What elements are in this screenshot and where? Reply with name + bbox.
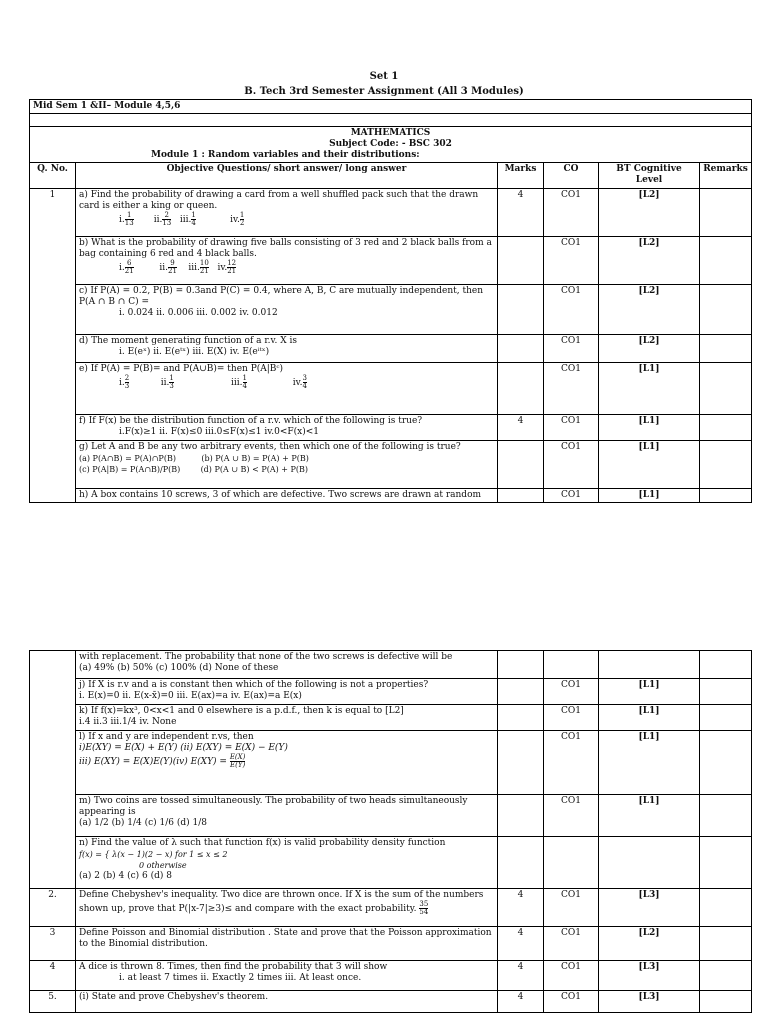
q1f-text: f) If F(x) be the distribution function of a r.v. which of the following is true? bbox=[79, 416, 423, 426]
q1k-bt: [L1] bbox=[599, 705, 700, 731]
q2-cell: Define Chebyshev's inequality. Two dice are thrown once. If X is the sum of the numbers shown up, prove that P(|x-7|≥3)≤ and compare with the exact probability. $\frac{35}{54}$ bbox=[76, 889, 498, 927]
module-title: Module 1 : Random variables and their distributions: bbox=[151, 150, 420, 160]
q1k-cell bbox=[76, 705, 498, 731]
q1l-text: l) If x and y are independent r.vs, then bbox=[79, 732, 254, 742]
q5-marks: 4 bbox=[498, 991, 544, 1013]
q1f-cell bbox=[76, 415, 498, 441]
q4-marks: 4 bbox=[498, 961, 544, 991]
q5-co: CO1 bbox=[544, 991, 599, 1013]
q2-bt: [L3] bbox=[599, 889, 700, 927]
q1d-cell bbox=[76, 335, 498, 363]
q1j-cell bbox=[76, 679, 498, 705]
col-qno: Q. No. bbox=[30, 163, 76, 189]
q1n-options: (a) 2 (b) 4 (c) 6 (d) 8 bbox=[79, 871, 172, 881]
q1g-bt: [L1] bbox=[599, 441, 700, 489]
q1h-cont-text: with replacement. The probability that none of the two screws is defective will be bbox=[79, 652, 453, 662]
q2-co: CO1 bbox=[544, 889, 599, 927]
q1d-co: CO1 bbox=[544, 335, 599, 363]
q3-co: CO1 bbox=[544, 927, 599, 961]
q1-number: 1 bbox=[30, 189, 76, 503]
q1b-text: b) What is the probability of drawing five balls consisting of 3 red and 2 black balls from a bag containing 6 red and 4 black balls. bbox=[79, 238, 492, 259]
q1n-function: f(x) = { λ(x − 1)(2 − x) for 1 ≤ x ≤ 2 bbox=[79, 850, 228, 859]
q1g-cell bbox=[76, 441, 498, 489]
q1l-line2: iii) E(XY) = E(X)E(Y)(iv) E(XY) = bbox=[79, 757, 227, 767]
q1e-cell bbox=[76, 363, 498, 415]
q3-text: Define Poisson and Binomial distribution . State and prove that the Poisson approximation to the Binomial distribution. bbox=[76, 927, 498, 961]
q1e-options: i. $\frac{2}{3}$ ii. $\frac{1}{3}$ iii. $\frac{1}{4}$ iv. $\frac{3}{4}$ bbox=[119, 374, 307, 390]
q2-number: 2. bbox=[30, 889, 76, 927]
q1k-text: k) If f(x)=kx³, 0<x<1 and 0 elsewhere is a p.d.f., then k is equal to [L2] bbox=[79, 706, 404, 716]
q1l-bt: [L1] bbox=[599, 731, 700, 795]
assignment-table-page1 bbox=[29, 99, 752, 503]
q4-options: i. at least 7 times ii. Exactly 2 times iii. At least once. bbox=[119, 973, 362, 983]
q4-cell bbox=[76, 961, 498, 991]
set-label: Set 1 bbox=[369, 71, 399, 82]
q1h-text: h) A box contains 10 screws, 3 of which are defective. Two screws are drawn at random bbox=[76, 489, 498, 503]
mid-sem-label: Mid Sem 1 &II– Module 4,5,6 bbox=[30, 100, 752, 114]
col-co: CO bbox=[544, 163, 599, 189]
q1j-co: CO1 bbox=[544, 679, 599, 705]
q1b-cell bbox=[76, 237, 498, 285]
subject-code: Subject Code: - BSC 302 bbox=[329, 139, 452, 149]
q5-bt: [L3] bbox=[599, 991, 700, 1013]
q1f-marks: 4 bbox=[498, 415, 544, 441]
q1g-opt-c: (c) P(A|B) = P(A∩B)/P(B) bbox=[79, 465, 181, 474]
q3-number: 3 bbox=[30, 927, 76, 961]
q1a-text: a) Find the probability of drawing a card from a well shuffled pack such that the drawn card is either a king or queen. bbox=[79, 190, 479, 211]
q1n-cell bbox=[76, 837, 498, 889]
q1l-cell: l) If x and y are independent r.vs, then i)E(XY) = E(X) + E(Y) (ii) E(XY) = E(X) − E(Y) iii) E(XY) = E(X)E(Y)(iv) E(XY) = $\frac{E(X)}{E(Y)}$ bbox=[76, 731, 498, 795]
col-marks: Marks bbox=[498, 163, 544, 189]
q1h-co: CO1 bbox=[544, 489, 599, 503]
q1e-text: e) If P(A) = P(B)= and P(A∪B)= then P(A|Bᶜ) bbox=[79, 364, 284, 374]
q1h-continued bbox=[76, 651, 498, 679]
q1j-text: j) If X is r.v and a is constant then which of the following is not a properties? bbox=[79, 680, 429, 690]
col-remarks: Remarks bbox=[700, 163, 752, 189]
q1d-bt: [L2] bbox=[599, 335, 700, 363]
q1e-bt: [L1] bbox=[599, 363, 700, 415]
col-bt: BT Cognitive Level bbox=[599, 163, 700, 189]
q1a-co: CO1 bbox=[544, 189, 599, 237]
q4-co: CO1 bbox=[544, 961, 599, 991]
q1e-co: CO1 bbox=[544, 363, 599, 415]
q1d-options: i. E(eˣ) ii. E(eᵗˣ) iii. E(X) iv. E(eⁱᵗˣ) bbox=[119, 347, 270, 357]
subject-name: MATHEMATICS bbox=[350, 128, 431, 138]
q5-number: 5. bbox=[30, 991, 76, 1013]
q1b-bt: [L2] bbox=[599, 237, 700, 285]
q1a-cell bbox=[76, 189, 498, 237]
q1n-text: n) Find the value of λ such that function f(x) is valid probability density function bbox=[79, 838, 446, 848]
q3-marks: 4 bbox=[498, 927, 544, 961]
q4-text: A dice is thrown 8. Times, then find the probability that 3 will show bbox=[79, 962, 388, 972]
q1l-co: CO1 bbox=[544, 731, 599, 795]
q1c-co: CO1 bbox=[544, 285, 599, 335]
q1k-options: i.4 ii.3 iii.1/4 iv. None bbox=[79, 717, 177, 727]
q1n-function-otherwise: 0 otherwise bbox=[139, 861, 187, 870]
q4-number: 4 bbox=[30, 961, 76, 991]
q1c-text: c) If P(A) = 0.2, P(B) = 0.3and P(C) = 0.4, where A, B, C are mutually independent, then P(A ∩ B ∩ C) = bbox=[79, 286, 484, 307]
q1h-bt: [L1] bbox=[599, 489, 700, 503]
q1g-co: CO1 bbox=[544, 441, 599, 489]
q1a-bt: [L2] bbox=[599, 189, 700, 237]
q1m-cell bbox=[76, 795, 498, 837]
q2-marks: 4 bbox=[498, 889, 544, 927]
assignment-table-page2 bbox=[29, 650, 752, 1013]
q1m-text: m) Two coins are tossed simultaneously. The probability of two heads simultaneously appearing is bbox=[79, 796, 468, 817]
q1c-bt: [L2] bbox=[599, 285, 700, 335]
q1f-options: i.F(x)≥1 ii. F(x)≤0 iii.0≤F(x)≤1 iv.0<F(x)<1 bbox=[119, 427, 320, 437]
q1g-opt-b: (b) P(A ∪ B) = P(A) + P(B) bbox=[201, 454, 309, 463]
q1c-options: i. 0.024 ii. 0.006 iii. 0.002 iv. 0.012 bbox=[119, 308, 278, 318]
q1d-text: d) The moment generating function of a r.v. X is bbox=[79, 336, 298, 346]
q1j-options: i. E(x)=0 ii. E(x-x̄)=0 iii. E(ax)=a iv. E(ax)=a E(x) bbox=[79, 691, 302, 701]
q1g-text: g) Let A and B be any two arbitrary events, then which one of the following is true? bbox=[79, 442, 461, 452]
q1m-bt: [L1] bbox=[599, 795, 700, 837]
q1k-co: CO1 bbox=[544, 705, 599, 731]
q1f-co: CO1 bbox=[544, 415, 599, 441]
q1f-bt: [L1] bbox=[599, 415, 700, 441]
q1l-line1: i)E(XY) = E(X) + E(Y) (ii) E(XY) = E(X) − E(Y) bbox=[79, 743, 288, 753]
q1j-bt: [L1] bbox=[599, 679, 700, 705]
q1-marks: 4 bbox=[498, 189, 544, 237]
q1b-co: CO1 bbox=[544, 237, 599, 285]
q1g-opt-d: (d) P(A ∪ B) < P(A) + P(B) bbox=[200, 465, 309, 474]
assignment-title: B. Tech 3rd Semester Assignment (All 3 Modules) bbox=[244, 86, 524, 97]
q1a-options: i. $\frac{1}{13}$ ii. $\frac{2}{13}$ iii. $\frac{1}{4}$ iv. $\frac{1}{2}$ bbox=[119, 211, 245, 227]
q5-text: (i) State and prove Chebyshev's theorem. bbox=[76, 991, 498, 1013]
q1c-cell bbox=[76, 285, 498, 335]
q2-text: Define Chebyshev's inequality. Two dice are thrown once. If X is the sum of the numbers shown up, prove that P(|x-7|≥3)≤ and compare with the exact probability. bbox=[79, 890, 484, 914]
q4-bt: [L3] bbox=[599, 961, 700, 991]
q1h-options: (a) 49% (b) 50% (c) 100% (d) None of these bbox=[79, 663, 279, 673]
col-question: Objective Questions/ short answer/ long answer bbox=[76, 163, 498, 189]
q1g-opt-a: (a) P(A∩B) = P(A)∩P(B) bbox=[79, 454, 176, 463]
q1m-co: CO1 bbox=[544, 795, 599, 837]
q1m-options: (a) 1/2 (b) 1/4 (c) 1/6 (d) 1/8 bbox=[79, 818, 207, 828]
q1b-options: i. $\frac{6}{21}$ ii. $\frac{9}{21}$ iii. $\frac{10}{21}$ iv. $\frac{12}{21}$ bbox=[119, 259, 237, 275]
q3-bt: [L2] bbox=[599, 927, 700, 961]
